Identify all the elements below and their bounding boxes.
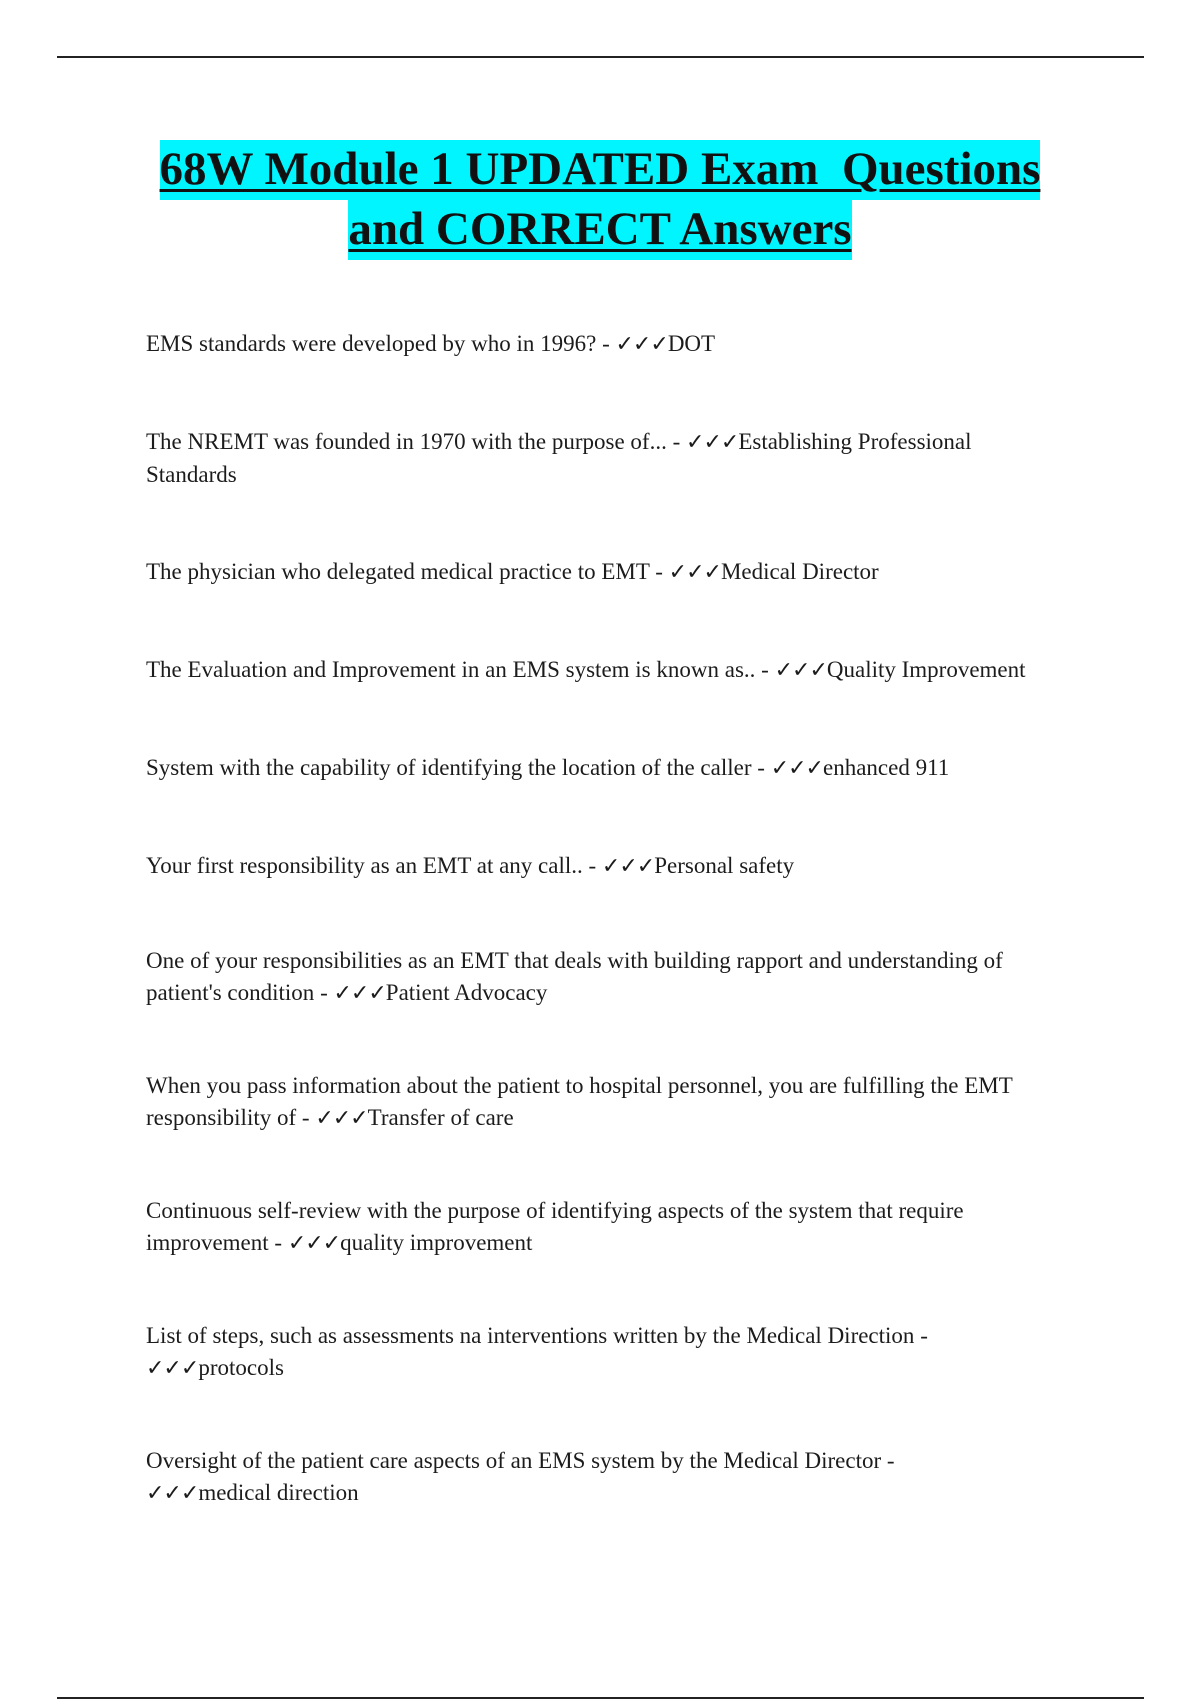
separator: - <box>582 853 602 878</box>
separator: - <box>596 331 616 356</box>
check-marks-icon: ✓✓✓ <box>315 1106 368 1131</box>
answer-text: Patient Advocacy <box>385 980 548 1005</box>
answer-text: quality improvement <box>340 1230 533 1255</box>
check-marks-icon: ✓✓✓ <box>146 1356 199 1381</box>
check-marks-icon: ✓✓✓ <box>287 1231 341 1256</box>
question-text: Oversight of the patient care aspects of an EMS system by the Medical Director <box>146 1448 882 1473</box>
answer-text: Quality Improvement <box>826 657 1026 682</box>
check-marks-icon: ✓✓✓ <box>601 854 655 879</box>
answer-text: Medical Director <box>720 559 879 584</box>
question-text: The NREMT was founded in 1970 with the purpose of... <box>146 429 667 454</box>
separator: - <box>914 1323 934 1348</box>
title-line-2: and CORRECT Answers <box>348 200 851 260</box>
question-text: The physician who delegated medical practice to EMT <box>146 559 650 584</box>
qa-item <box>146 654 1066 687</box>
check-marks-icon: ✓✓✓ <box>686 430 739 455</box>
separator: - <box>751 755 771 780</box>
separator: - <box>268 1230 288 1255</box>
qa-item <box>146 1320 1066 1385</box>
check-marks-icon: ✓✓✓ <box>668 560 721 585</box>
question-text: Your first responsibility as an EMT at any call.. <box>146 853 583 878</box>
qa-item <box>146 752 1066 785</box>
answer-text: Establishing Professional Standards <box>146 429 972 487</box>
check-marks-icon: ✓✓✓ <box>146 1481 199 1506</box>
separator: - <box>649 559 669 584</box>
qa-item <box>146 850 1066 883</box>
answer-text: enhanced 911 <box>823 755 950 780</box>
answer-text: medical direction <box>198 1480 359 1505</box>
question-text: The Evaluation and Improvement in an EMS system is known as.. <box>146 657 756 682</box>
separator: - <box>755 657 775 682</box>
separator: - <box>666 429 687 454</box>
question-text: EMS standards were developed by who in 1996? <box>146 331 597 356</box>
top-rule <box>57 56 1144 58</box>
answer-text: DOT <box>667 331 716 356</box>
qa-item <box>146 328 1066 361</box>
separator: - <box>296 1105 316 1130</box>
answer-text: Transfer of care <box>367 1105 514 1130</box>
qa-item <box>146 426 1066 491</box>
answer-text: Personal safety <box>654 853 795 878</box>
question-text: List of steps, such as assessments na interventions written by the Medical Direction <box>146 1323 915 1348</box>
qa-item <box>146 1070 1066 1135</box>
question-text: One of your responsibilities as an EMT that deals with building rapport and understanding of patient's condition <box>146 948 1003 1005</box>
check-marks-icon: ✓✓✓ <box>615 332 668 357</box>
check-marks-icon: ✓✓✓ <box>770 756 823 781</box>
document-title <box>100 140 1100 260</box>
question-text: Continuous self-review with the purpose of identifying aspects of the system that require improvement <box>146 1198 964 1255</box>
check-marks-icon: ✓✓✓ <box>774 658 827 683</box>
qa-item <box>146 945 1066 1010</box>
qa-item <box>146 556 1066 589</box>
answer-text: protocols <box>198 1355 284 1380</box>
qa-item <box>146 1195 1066 1260</box>
separator: - <box>314 980 334 1005</box>
question-text: System with the capability of identifying the location of the caller <box>146 755 752 780</box>
qa-list <box>146 328 1066 1510</box>
qa-item <box>146 1445 1066 1510</box>
bottom-rule <box>57 1697 1144 1699</box>
check-marks-icon: ✓✓✓ <box>333 981 386 1006</box>
separator: - <box>881 1448 901 1473</box>
title-line-1: 68W Module 1 UPDATED Exam Questions <box>160 140 1041 200</box>
question-text: When you pass information about the patient to hospital personnel, you are fulfilling the EMT responsibility of <box>146 1073 1013 1130</box>
